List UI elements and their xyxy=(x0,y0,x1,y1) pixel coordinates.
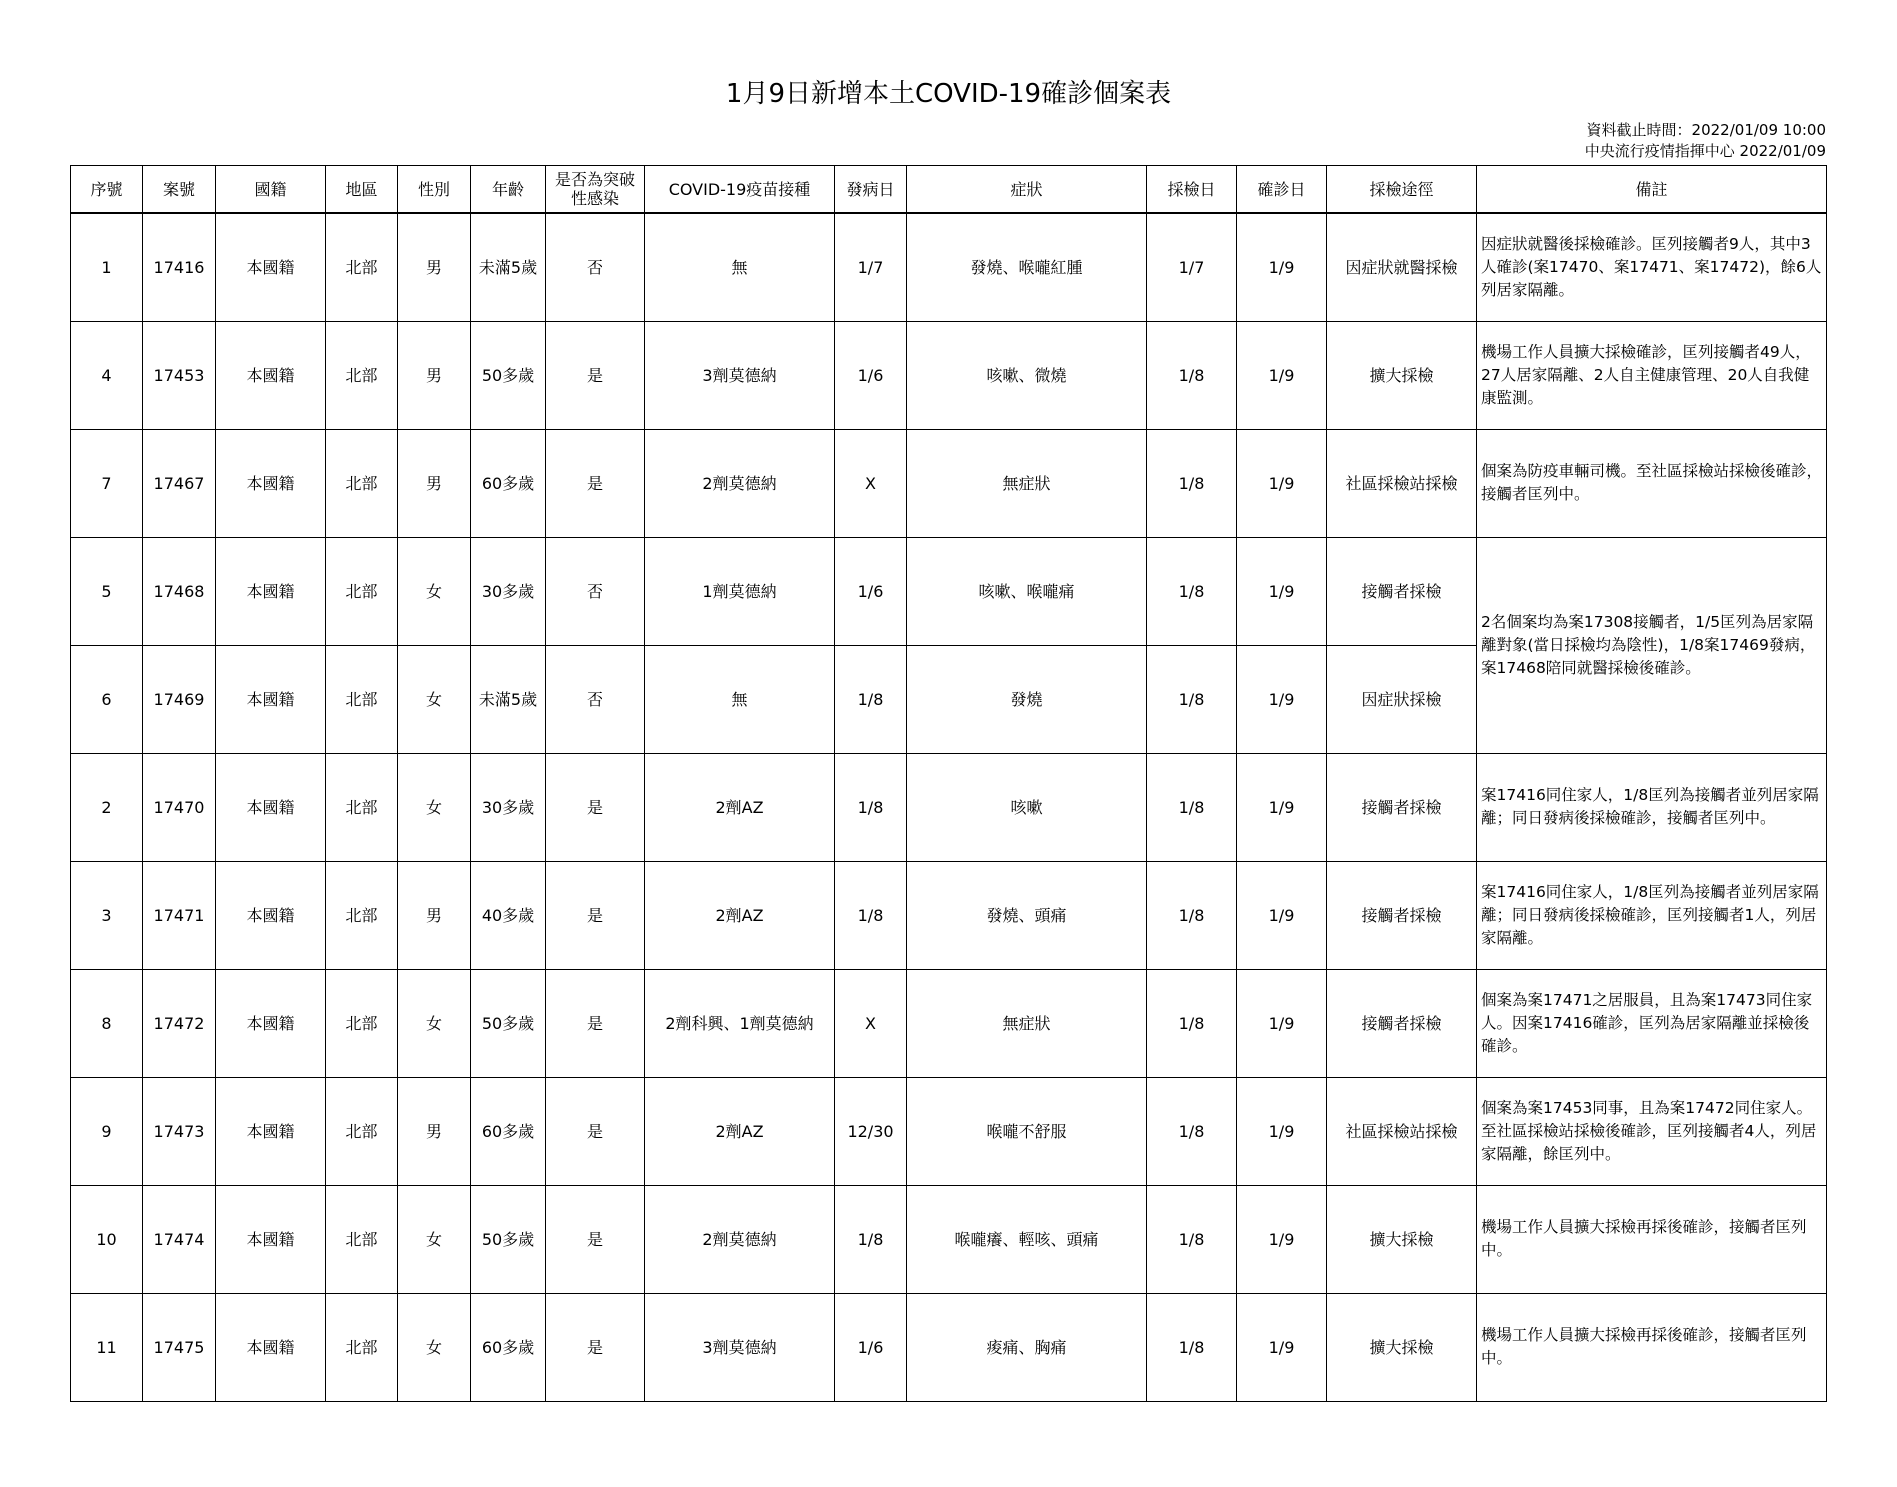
cell-sampling-date: 1/8 xyxy=(1147,861,1237,969)
cell-seq: 9 xyxy=(71,1077,143,1185)
cell-case-number: 17468 xyxy=(143,537,216,645)
cell-sex: 男 xyxy=(398,321,471,429)
cell-age: 未滿5歲 xyxy=(471,213,546,321)
cell-breakthrough: 否 xyxy=(546,645,645,753)
cell-sex: 女 xyxy=(398,969,471,1077)
cell-age: 50多歲 xyxy=(471,321,546,429)
cell-nationality: 本國籍 xyxy=(216,1077,326,1185)
table-row xyxy=(71,213,1827,321)
cell-seq: 5 xyxy=(71,537,143,645)
cell-symptoms: 無症狀 xyxy=(907,969,1147,1077)
cell-onset-date: X xyxy=(835,969,907,1077)
cell-confirmed-date: 1/9 xyxy=(1237,861,1327,969)
cell-testing-route: 因症狀就醫採檢 xyxy=(1327,213,1477,321)
cell-sampling-date: 1/8 xyxy=(1147,753,1237,861)
cell-region: 北部 xyxy=(326,1185,398,1293)
cell-testing-route: 接觸者採檢 xyxy=(1327,861,1477,969)
header-vaccine: COVID-19疫苗接種 xyxy=(645,166,835,214)
cell-confirmed-date: 1/9 xyxy=(1237,1185,1327,1293)
cell-notes: 個案為案17471之居服員，且為案17473同住家人。因案17416確診，匡列為居家隔離並採檢後確診。 xyxy=(1477,969,1827,1077)
cell-breakthrough: 是 xyxy=(546,969,645,1077)
cell-sampling-date: 1/8 xyxy=(1147,1185,1237,1293)
data-source: 中央流行疫情指揮中心 2022/01/09 xyxy=(1584,142,1826,160)
table-row xyxy=(71,861,1827,969)
header-region: 地區 xyxy=(326,166,398,214)
cell-region: 北部 xyxy=(326,321,398,429)
table-row xyxy=(71,321,1827,429)
cell-testing-route: 社區採檢站採檢 xyxy=(1327,429,1477,537)
cell-sex: 女 xyxy=(398,753,471,861)
cell-onset-date: 1/8 xyxy=(835,645,907,753)
cell-testing-route: 接觸者採檢 xyxy=(1327,537,1477,645)
cell-breakthrough: 否 xyxy=(546,213,645,321)
cell-notes: 案17416同住家人，1/8匡列為接觸者並列居家隔離；同日發病後採檢確診，接觸者匡列中。 xyxy=(1477,753,1827,861)
cell-testing-route: 因症狀採檢 xyxy=(1327,645,1477,753)
cell-vaccine: 2劑科興、1劑莫德納 xyxy=(645,969,835,1077)
cell-age: 未滿5歲 xyxy=(471,645,546,753)
header-nationality: 國籍 xyxy=(216,166,326,214)
cell-symptoms: 發燒 xyxy=(907,645,1147,753)
case-table xyxy=(70,165,1827,1402)
cell-onset-date: 1/8 xyxy=(835,753,907,861)
cell-nationality: 本國籍 xyxy=(216,321,326,429)
cell-nationality: 本國籍 xyxy=(216,1185,326,1293)
cell-age: 30多歲 xyxy=(471,537,546,645)
cell-onset-date: 1/6 xyxy=(835,321,907,429)
cell-nationality: 本國籍 xyxy=(216,1293,326,1401)
cell-seq: 1 xyxy=(71,213,143,321)
cell-sampling-date: 1/8 xyxy=(1147,429,1237,537)
cell-nationality: 本國籍 xyxy=(216,753,326,861)
cell-notes: 機場工作人員擴大採檢再採後確診，接觸者匡列中。 xyxy=(1477,1293,1827,1401)
header-breakthrough: 是否為突破性感染 xyxy=(546,166,645,214)
cell-case-number: 17467 xyxy=(143,429,216,537)
cell-confirmed-date: 1/9 xyxy=(1237,645,1327,753)
cell-seq: 2 xyxy=(71,753,143,861)
cell-sex: 女 xyxy=(398,645,471,753)
cell-case-number: 17473 xyxy=(143,1077,216,1185)
cell-confirmed-date: 1/9 xyxy=(1237,213,1327,321)
cell-testing-route: 擴大採檢 xyxy=(1327,1293,1477,1401)
cell-nationality: 本國籍 xyxy=(216,969,326,1077)
cell-sampling-date: 1/8 xyxy=(1147,537,1237,645)
cell-region: 北部 xyxy=(326,861,398,969)
cell-vaccine: 2劑莫德納 xyxy=(645,1185,835,1293)
cell-seq: 8 xyxy=(71,969,143,1077)
cell-sampling-date: 1/8 xyxy=(1147,969,1237,1077)
header-testing-route: 採檢途徑 xyxy=(1327,166,1477,214)
cell-vaccine: 2劑莫德納 xyxy=(645,429,835,537)
cell-vaccine: 無 xyxy=(645,213,835,321)
header-sex: 性別 xyxy=(398,166,471,214)
table-row xyxy=(71,1185,1827,1293)
cell-vaccine: 3劑莫德納 xyxy=(645,1293,835,1401)
cell-testing-route: 擴大採檢 xyxy=(1327,1185,1477,1293)
cell-sampling-date: 1/8 xyxy=(1147,1077,1237,1185)
table-row xyxy=(71,537,1827,645)
cell-vaccine: 無 xyxy=(645,645,835,753)
cell-region: 北部 xyxy=(326,213,398,321)
cell-symptoms: 痠痛、胸痛 xyxy=(907,1293,1147,1401)
cell-sex: 男 xyxy=(398,861,471,969)
cell-case-number: 17472 xyxy=(143,969,216,1077)
cell-onset-date: X xyxy=(835,429,907,537)
cell-confirmed-date: 1/9 xyxy=(1237,537,1327,645)
cell-breakthrough: 是 xyxy=(546,321,645,429)
cell-notes: 個案為防疫車輛司機。至社區採檢站採檢後確診，接觸者匡列中。 xyxy=(1477,429,1827,537)
header-symptoms: 症狀 xyxy=(907,166,1147,214)
header-sampling-date: 採檢日 xyxy=(1147,166,1237,214)
cell-testing-route: 社區採檢站採檢 xyxy=(1327,1077,1477,1185)
cell-case-number: 17416 xyxy=(143,213,216,321)
header-seq: 序號 xyxy=(71,166,143,214)
cell-case-number: 17471 xyxy=(143,861,216,969)
table-row xyxy=(71,969,1827,1077)
cell-region: 北部 xyxy=(326,753,398,861)
page-title: 1月9日新增本土COVID-19確診個案表 xyxy=(725,79,1172,109)
cell-breakthrough: 是 xyxy=(546,753,645,861)
cell-sex: 男 xyxy=(398,429,471,537)
header-case-number: 案號 xyxy=(143,166,216,214)
cell-sex: 男 xyxy=(398,1077,471,1185)
cell-region: 北部 xyxy=(326,537,398,645)
cell-seq: 3 xyxy=(71,861,143,969)
cell-sex: 女 xyxy=(398,537,471,645)
cell-confirmed-date: 1/9 xyxy=(1237,1077,1327,1185)
cell-symptoms: 無症狀 xyxy=(907,429,1147,537)
cell-case-number: 17453 xyxy=(143,321,216,429)
header-age: 年齡 xyxy=(471,166,546,214)
cell-onset-date: 1/8 xyxy=(835,1185,907,1293)
table-row xyxy=(71,1077,1827,1185)
cell-nationality: 本國籍 xyxy=(216,861,326,969)
cell-breakthrough: 是 xyxy=(546,429,645,537)
cell-age: 40多歲 xyxy=(471,861,546,969)
cell-sex: 男 xyxy=(398,213,471,321)
cell-onset-date: 1/8 xyxy=(835,861,907,969)
cell-vaccine: 2劑AZ xyxy=(645,753,835,861)
cell-onset-date: 1/7 xyxy=(835,213,907,321)
cell-confirmed-date: 1/9 xyxy=(1237,321,1327,429)
cell-case-number: 17470 xyxy=(143,753,216,861)
cell-notes: 個案為案17453同事，且為案17472同住家人。至社區採檢站採檢後確診，匡列接觸者4人，列居家隔離，餘匡列中。 xyxy=(1477,1077,1827,1185)
cell-nationality: 本國籍 xyxy=(216,537,326,645)
cell-region: 北部 xyxy=(326,429,398,537)
cell-notes: 機場工作人員擴大採檢確診，匡列接觸者49人，27人居家隔離、2人自主健康管理、20人自我健康監測。 xyxy=(1477,321,1827,429)
cell-age: 50多歲 xyxy=(471,969,546,1077)
cell-onset-date: 12/30 xyxy=(835,1077,907,1185)
cell-breakthrough: 是 xyxy=(546,1185,645,1293)
cell-notes: 2名個案均為案17308接觸者，1/5匡列為居家隔離對象(當日採檢均為陰性)，1/8案17469發病，案17468陪同就醫採檢後確診。 xyxy=(1477,537,1827,753)
table-header-row xyxy=(71,166,1827,214)
cell-region: 北部 xyxy=(326,645,398,753)
cell-seq: 6 xyxy=(71,645,143,753)
cell-vaccine: 1劑莫德納 xyxy=(645,537,835,645)
cell-symptoms: 發燒、喉嚨紅腫 xyxy=(907,213,1147,321)
table-row xyxy=(71,429,1827,537)
cell-sampling-date: 1/8 xyxy=(1147,645,1237,753)
cell-seq: 10 xyxy=(71,1185,143,1293)
table-row xyxy=(71,1293,1827,1401)
cell-sampling-date: 1/7 xyxy=(1147,213,1237,321)
cell-testing-route: 擴大採檢 xyxy=(1327,321,1477,429)
table-row xyxy=(71,753,1827,861)
cell-age: 50多歲 xyxy=(471,1185,546,1293)
cell-confirmed-date: 1/9 xyxy=(1237,429,1327,537)
cell-vaccine: 3劑莫德納 xyxy=(645,321,835,429)
cell-confirmed-date: 1/9 xyxy=(1237,969,1327,1077)
cell-symptoms: 喉嚨不舒服 xyxy=(907,1077,1147,1185)
cell-symptoms: 咳嗽、微燒 xyxy=(907,321,1147,429)
header-notes: 備註 xyxy=(1477,166,1827,214)
cell-symptoms: 發燒、頭痛 xyxy=(907,861,1147,969)
cell-nationality: 本國籍 xyxy=(216,429,326,537)
data-cutoff-time: 資料截止時間：2022/01/09 10:00 xyxy=(1586,121,1826,139)
cell-onset-date: 1/6 xyxy=(835,537,907,645)
cell-confirmed-date: 1/9 xyxy=(1237,1293,1327,1401)
cell-case-number: 17475 xyxy=(143,1293,216,1401)
cell-breakthrough: 否 xyxy=(546,537,645,645)
cell-seq: 4 xyxy=(71,321,143,429)
cell-age: 60多歲 xyxy=(471,429,546,537)
cell-symptoms: 咳嗽、喉嚨痛 xyxy=(907,537,1147,645)
cell-testing-route: 接觸者採檢 xyxy=(1327,969,1477,1077)
cell-vaccine: 2劑AZ xyxy=(645,861,835,969)
cell-case-number: 17474 xyxy=(143,1185,216,1293)
cell-sampling-date: 1/8 xyxy=(1147,1293,1237,1401)
cell-case-number: 17469 xyxy=(143,645,216,753)
cell-testing-route: 接觸者採檢 xyxy=(1327,753,1477,861)
cell-confirmed-date: 1/9 xyxy=(1237,753,1327,861)
cell-notes: 機場工作人員擴大採檢再採後確診，接觸者匡列中。 xyxy=(1477,1185,1827,1293)
cell-breakthrough: 是 xyxy=(546,861,645,969)
cell-onset-date: 1/6 xyxy=(835,1293,907,1401)
cell-symptoms: 喉嚨癢、輕咳、頭痛 xyxy=(907,1185,1147,1293)
cell-region: 北部 xyxy=(326,1077,398,1185)
cell-notes: 案17416同住家人，1/8匡列為接觸者並列居家隔離；同日發病後採檢確診，匡列接觸者1人，列居家隔離。 xyxy=(1477,861,1827,969)
report-meta xyxy=(1585,120,1826,162)
cell-region: 北部 xyxy=(326,1293,398,1401)
cell-seq: 11 xyxy=(71,1293,143,1401)
cell-notes: 因症狀就醫後採檢確診。匡列接觸者9人，其中3人確診(案17470、案17471、案17472)，餘6人列居家隔離。 xyxy=(1477,213,1827,321)
cell-breakthrough: 是 xyxy=(546,1077,645,1185)
cell-vaccine: 2劑AZ xyxy=(645,1077,835,1185)
cell-age: 30多歲 xyxy=(471,753,546,861)
cell-sex: 女 xyxy=(398,1293,471,1401)
cell-nationality: 本國籍 xyxy=(216,213,326,321)
header-confirmed-date: 確診日 xyxy=(1237,166,1327,214)
header-onset-date: 發病日 xyxy=(835,166,907,214)
cell-sex: 女 xyxy=(398,1185,471,1293)
cell-seq: 7 xyxy=(71,429,143,537)
cell-nationality: 本國籍 xyxy=(216,645,326,753)
cell-symptoms: 咳嗽 xyxy=(907,753,1147,861)
cell-sampling-date: 1/8 xyxy=(1147,321,1237,429)
cell-age: 60多歲 xyxy=(471,1077,546,1185)
cell-region: 北部 xyxy=(326,969,398,1077)
cell-age: 60多歲 xyxy=(471,1293,546,1401)
cell-breakthrough: 是 xyxy=(546,1293,645,1401)
